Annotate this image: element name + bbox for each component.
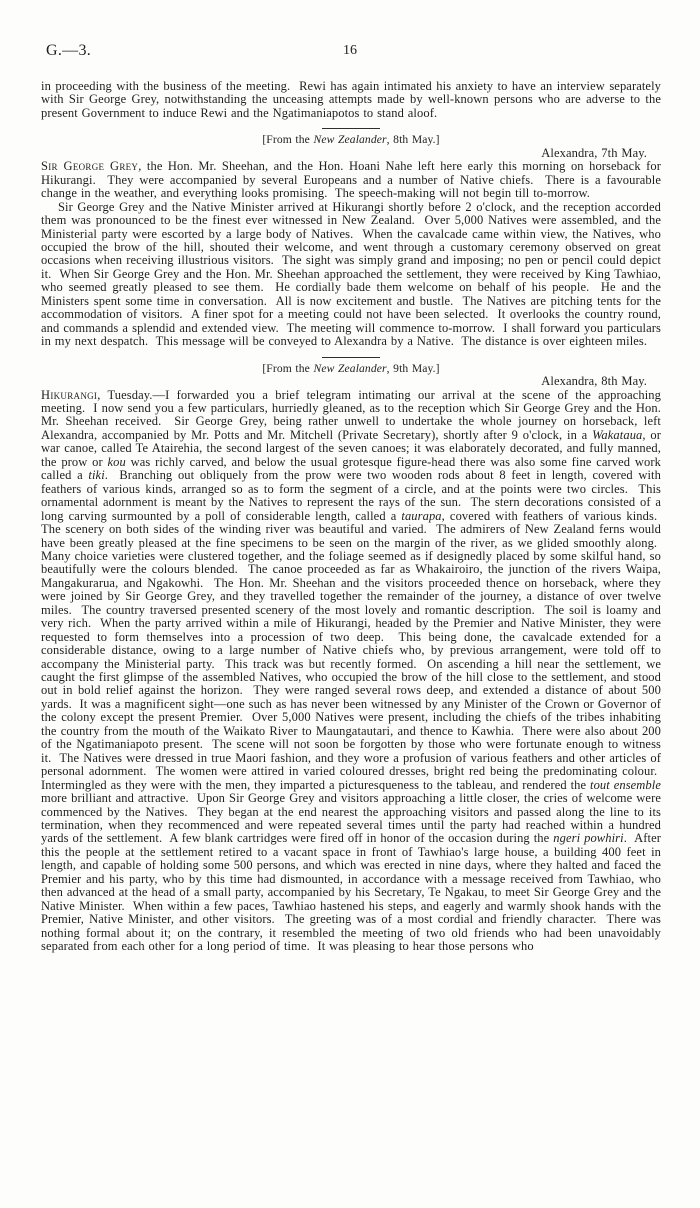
text-run: . After this the people at the settlement retired to a vacant space in front of Tawhiao's large house, a building 400 feet in length, and capable of holding some 500 persons, and which was erected in nine days, where they halted and faced the Premier and his party, who by this time had dismounted, in accordance with a message received from Tawhiao, who then advanced at the head of a small party, accompanied by his Secretary, Te Ngakau, to meet Sir George Grey and the Native Minister. When within a few paces, Tawhiao hastened his steps, and eagerly and warmly shook hands with the Premier, Native Minister, and other visitors. The greeting was of a most cordial and friendly character. There was nothing formal about it; on the contrary, it resembled the meeting of two old friends who had been unavoidably separated from each other for a long period of time. It was pleasing to hear those persons who: [41, 831, 662, 954]
italic-text: Wakataua: [592, 427, 643, 442]
paragraph-continuation: [41, 80, 661, 120]
italic-text: taurapa: [401, 508, 442, 523]
italic-text: tout ensemble: [590, 777, 662, 792]
text-run: Alexandra, 8th May.: [541, 374, 647, 389]
text-run: more brilliant and attractive. Upon Sir George Grey and visitors approaching a little closer, the cries of welcome were commenced by the Natives. They began at the end nearest the approaching visitors and passed along the line to its termination, when they recommenced and were repeated several times until the party had reached within a hundred yards of the settlement. A few blank cartridges were fired off in honor of the occasion during the: [41, 791, 661, 846]
source-heading-second-letter: [41, 362, 661, 375]
text-run: in proceeding with the business of the meeting. Rewi has again intimated his anxiety to have an interview separately with Sir George Grey, notwithstanding the unceasing attempts made by well-known persons who are adverse to the present Government to induce Rewi and the Ngatimaniapotos to stand aloof.: [41, 79, 661, 120]
small-caps-text: Sir George Grey: [41, 159, 139, 174]
text-run: . Branching out obliquely from the prow were two wooden rods about 8 feet in length, covered with feathers of various kinds, arranged so as to form the segment of a circle, and at the points were two circles. This ornamental adornment is meant by the Natives to represent the rays of the sun. The stern decorations consisted of a long carving surmounted by a poll of considerable length, called a: [41, 468, 661, 523]
text-run: , 8th May.]: [386, 133, 440, 147]
text-run: Alexandra, 7th May.: [541, 145, 647, 160]
dateline-first-letter: [41, 147, 661, 160]
text-run: , 9th May.]: [386, 361, 440, 375]
text-run: , Tuesday.—I forwarded you a brief telegram intimating our arrival at the scene of the approaching meeting. I now send you a few particulars, hurriedly gleaned, as to the reception which Sir George Grey and the Hon. Mr. Sheehan received. Sir George Grey, being rather unwell to undertake the whole journey on horseback, left Alexandra, accompanied by Mr. Potts and Mr. Mitchell (Private Secretary), shortly after 9 o'clock, in a: [41, 387, 661, 442]
italic-text: New Zealander: [313, 133, 387, 147]
page-header: [0, 42, 700, 64]
page-number: 16: [343, 43, 357, 58]
paragraph-letter-one-body: [41, 201, 661, 349]
section-divider: [322, 357, 380, 358]
paragraph-letter-one-opening: [41, 160, 661, 200]
divider-line: [322, 128, 380, 129]
paragraph-letter-two-body: [41, 389, 661, 954]
italic-text: ngeri powhiri: [553, 831, 624, 846]
text-run: was richly carved, and below the usual grotesque figure-head there was also some fine carved work called a: [41, 454, 661, 483]
italic-text: New Zealander: [313, 361, 387, 375]
divider-line: [322, 357, 380, 358]
text-run: , covered with feathers of various kinds. The scenery on both sides of the winding river was beautiful and varied. The admirers of New Zealand ferns would have been greatly pleased at the fine specimens to be seen on the margin of the river, as we glided smoothly along. Many choice varieties were clustered together, and the foliage seemed as if designedly placed by some skilful hand, so beautifully were the colours blended. The canoe proceeded as far as Whakairoiro, the junction of the rivers Waipa, Mangakurarua, and Ngakowhi. The Hon. Mr. Sheehan and the visitors proceeded thence on horseback, where they were joined by Sir George Grey, and they travelled together the remainder of the journey, a distance of over twelve miles. The country traversed presented scenery of the most lovely and romantic description. The soil is loamy and very rich. When the party arrived within a mile of Hikurangi, headed by the Premier and Native Minister, they were requested to form themselves into a procession of two deep. This being done, the cavalcade extended for a considerable distance, owing to a large number of Native chiefs who, by previous arrangement, were told off to accompany the Ministerial party. This track was but recently formed. On ascending a hill near the settlement, we caught the first glimpse of the assembled Natives, who occupied the brow of the hill close to the settlement, and stood out in bold relief against the horizon. They were ranged several rows deep, and extended a distance of about 500 yards. It was a magnificent sight—one such as has never been witnessed by any Minister of the Crown or Governor of the colony except the present Premier. Over 5,000 Natives were present, including the chiefs of the tribes inhabiting the country from the mouth of the Waikato River to Maungatautari, and thence to Kawhia. There were also about 200 of the Ngatimaniapoto present. The scene will not soon be forgotten by those who were fortunate enough to witness it. The Natives were dressed in true Maori fashion, and they wore a profusion of various feathers and other articles of personal adornment. The women were attired in varied coloured dresses, bright red being the predominating colour. Intermingled as they were with the men, they imparted a picturesqueness to the tableau, and rendered the: [41, 508, 661, 792]
small-caps-text: Hikurangi: [41, 387, 98, 402]
dateline-second-letter: [41, 375, 661, 388]
document-body: [41, 80, 661, 954]
text-run: , or war canoe, called Te Atairehia, the second largest of the seven canoes; it was elaborately decorated, and fully manned, the prow or: [41, 427, 661, 469]
text-run: , the Hon. Mr. Sheehan, and the Hon. Hoani Nahe left here early this morning on horseback for Hikurangi. They were accompanied by several Europeans and a number of Native chiefs. There is a favourable change in the weather, and everything looks promising. The speech-making will not begin till to-morrow.: [41, 159, 662, 201]
text-run: Sir George Grey and the Native Minister arrived at Hikurangi shortly before 2 o'clock, and the reception accorded them was pronounced to be the finest ever witnessed in New Zealand. Over 5,000 Natives were assembled, and the Ministerial party were escorted by a large body of Natives. When the cavalcade came within view, the Natives, who occupied the brow of the hill, shouted their welcome, and went through a customary ceremony observed on great occasions when receiving illustrious visitors. The sight was simply grand and imposing; no pen or pencil could depict it. When Sir George Grey and the Hon. Mr. Sheehan approached the settlement, they were received by King Tawhiao, who seemed greatly pleased to see them. He cordially bade them welcome on behalf of his people. He and the Ministers spent some time in conversation. All is now excitement and bustle. The Natives are pitching tents for the accommodation of visitors. A finer spot for a meeting could not have been selected. It overlooks the country round, and commands a splendid and extended view. The meeting will commence to-morrow. I shall forward you particulars in my next despatch. This message will be conveyed to Alexandra by a Native. The distance is over eighteen miles.: [41, 199, 661, 349]
italic-text: kou: [107, 454, 126, 469]
section-divider: [322, 128, 380, 129]
italic-text: tiki: [88, 468, 105, 483]
document-reference: G.—3.: [46, 42, 92, 59]
source-heading-first-letter: [41, 133, 661, 146]
text-run: [From the: [262, 133, 314, 147]
text-run: [From the: [262, 361, 314, 375]
